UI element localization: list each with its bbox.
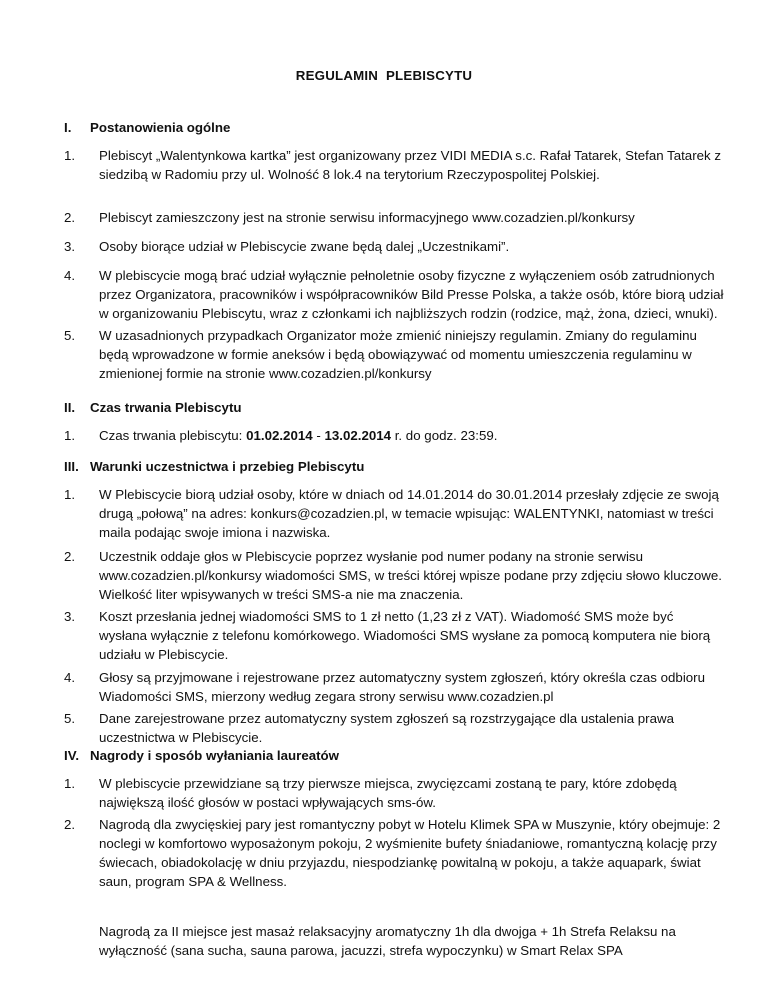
item-number: 5. (64, 328, 76, 343)
section-heading-2 (64, 398, 242, 417)
item-text: Uczestnik oddaje głos w Plebiscycie poprzez wysłanie pod numer podany na stronie serwisu www.cozadzien.pl/konkursy wiadomości SMS, w treści której wpisze podane przy zdjęciu słowo kluczowe. Wielkość liter wpisywanych w treści SMS-a nie ma znaczenia. (99, 549, 722, 602)
section-title: Postanowienia ogólne (90, 120, 231, 135)
list-item (64, 709, 724, 747)
item-number: 2. (64, 210, 76, 225)
item-number: 3. (64, 609, 76, 624)
duration-prefix: Czas trwania plebiscytu: (99, 428, 247, 443)
prize-second-place-paragraph: Nagrodą za II miejsce jest masaż relaksacyjny aromatyczny 1h dla dwojga + 1h Strefa Relaksu na wyłączność (sana sucha, sauna parowa, jacuzzi, strefa wypoczynku) w Smart Relax SPA (99, 924, 676, 958)
date-from: 01.02.2014 (246, 428, 313, 443)
item-number: 3. (64, 239, 76, 254)
section-heading-4 (64, 746, 339, 765)
date-to: 13.02.2014 (324, 428, 392, 443)
section-title: Warunki uczestnictwa i przebieg Plebiscytu (90, 459, 365, 474)
item-text: W plebiscycie przewidziane są trzy pierwsze miejsca, zwycięzcami zostaną te pary, które zdobędą największą ilość głosów w postaci wpływających sms-ów. (99, 776, 677, 810)
list-item (64, 668, 724, 706)
item-number: 1. (64, 428, 76, 443)
list-item (64, 485, 724, 542)
date-separator: - (312, 428, 325, 443)
item-text: Koszt przesłania jednej wiadomości SMS to 1 zł netto (1,23 zł z VAT). Wiadomość SMS może być wysłana wyłącznie z telefonu komórkowego. Wiadomości SMS wysłane za pomocą komputera nie biorą udziału w Plebiscycie. (99, 609, 711, 662)
section-heading-3 (64, 457, 364, 476)
list-item (64, 326, 724, 383)
section-number: II. (64, 400, 76, 415)
list-item (64, 607, 724, 664)
list-item (64, 266, 724, 323)
list-item (64, 815, 724, 891)
item-number: 1. (64, 776, 76, 791)
item-text: W Plebiscycie biorą udział osoby, które w dniach od 14.01.2014 do 30.01.2014 przesłały zdjęcie ze swoją drugą „połową” na adres: konkurs@cozadzien.pl, w temacie wpisując: WALENTYNKI, natomiast w treści maila podając swoje imiona i nazwiska. (99, 487, 719, 540)
section-heading-1 (64, 118, 230, 137)
duration-suffix: r. do godz. 23:59. (391, 428, 498, 443)
section-number: IV. (64, 748, 80, 763)
item-text: Plebiscyt „Walentynkowa kartka” jest organizowany przez VIDI MEDIA s.c. Rafał Tatarek, Stefan Tatarek z siedzibą w Radomiu przy ul. Wolność 8 lok.4 na terytorium Rzeczypospolitej Polskiej. (99, 148, 722, 182)
item-text: Plebiscyt zamieszczony jest na stronie serwisu informacyjnego www.cozadzien.pl/konkursy (99, 210, 635, 225)
list-item (64, 774, 724, 812)
list-item (64, 547, 724, 604)
section-title: Czas trwania Plebiscytu (90, 400, 242, 415)
item-text: Dane zarejestrowane przez automatyczny system zgłoszeń są rozstrzygające dla ustalenia prawa uczestnictwa w Plebiscycie. (99, 711, 674, 745)
item-text: Głosy są przyjmowane i rejestrowane przez automatyczny system zgłoszeń, który określa czas odbioru Wiadomości SMS, mierzony według zegara strony serwisu www.cozadzien.pl (99, 670, 705, 704)
item-text: W plebiscycie mogą brać udział wyłącznie pełnoletnie osoby fizyczne z wyłączeniem osób zatrudnionych przez Organizatora, pracowników i współpracowników Bild Presse Polska, a także osób, które biorą udział w organizowaniu Plebiscytu, wraz z członkami ich najbliższych rodzin (rodzice, mąż, żona, dzieci, wnuki). (99, 268, 724, 321)
list-item (64, 237, 724, 256)
list-item (64, 426, 724, 445)
list-item (64, 208, 724, 227)
list-item (64, 146, 724, 184)
item-number: 4. (64, 268, 76, 283)
item-text: Nagrodą dla zwycięskiej pary jest romantyczny pobyt w Hotelu Klimek SPA w Muszynie, który obejmuje: 2 noclegi w komfortowo wyposażonym pokoju, 2 wyśmienite bufety śniadaniowe, romantyczną kolację przy świecach, obiadokolację w dniu przyjazdu, niespodziankę powitalną w pokoju, a także aquapark, świat saun, program SPA & Wellness. (99, 817, 721, 889)
item-text (99, 426, 724, 445)
item-number: 2. (64, 549, 76, 564)
section-number: I. (64, 120, 72, 135)
item-text: Osoby biorące udział w Plebiscycie zwane będą dalej „Uczestnikami”. (99, 239, 510, 254)
item-number: 1. (64, 148, 76, 163)
item-number: 1. (64, 487, 76, 502)
item-number: 4. (64, 670, 76, 685)
item-number: 5. (64, 711, 76, 726)
item-number: 2. (64, 817, 76, 832)
item-text: W uzasadnionych przypadkach Organizator może zmienić niniejszy regulamin. Zmiany do regulaminu będą wprowadzone w formie aneksów i będą obowiązywać od momentu umieszczenia regulaminu w zmienionej formie na stronie www.cozadzien.pl/konkursy (99, 328, 697, 381)
document-title: REGULAMIN PLEBISCYTU (295, 68, 473, 83)
section-number: III. (64, 459, 79, 474)
section-title: Nagrody i sposób wyłaniania laureatów (90, 748, 340, 763)
